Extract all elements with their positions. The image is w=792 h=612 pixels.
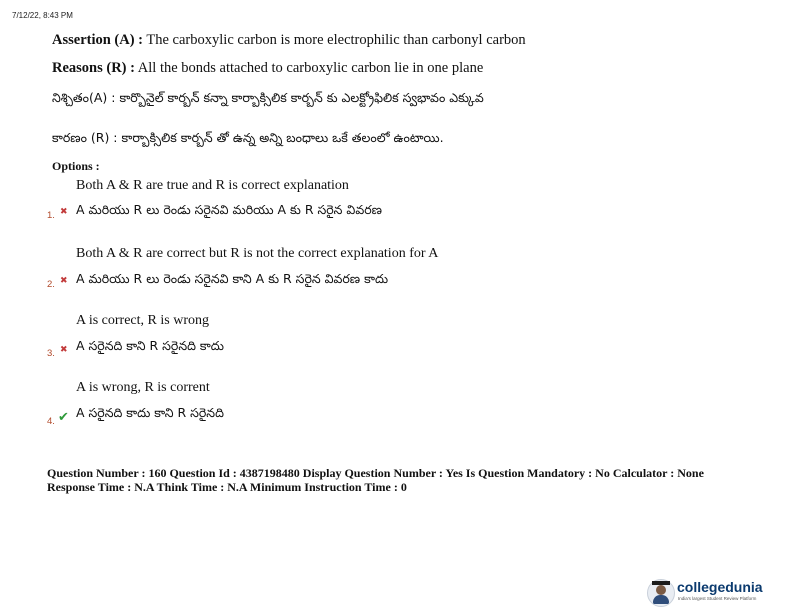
question-meta-line-1: Question Number : 160 Question Id : 4387198480 Display Question Number : Yes Is Question Mandatory : No Calculator : None (47, 466, 704, 480)
logo-tagline: India's largest Student Review Platform (678, 596, 757, 601)
assertion-text: The carboxylic carbon is more electrophilic than carbonyl carbon (146, 32, 526, 48)
timestamp: 7/12/22, 8:43 PM (12, 11, 73, 20)
option-1-english: Both A & R are true and R is correct explanation (76, 178, 349, 193)
cross-icon: ✖ (60, 276, 68, 286)
question-meta-line-2: Response Time : N.A Think Time : N.A Minimum Instruction Time : 0 (47, 480, 407, 494)
option-1-telugu: A మరియు R లు రెండు సరైనవి మరియు A కు R సరైన వివరణ (76, 202, 382, 217)
option-3-number: 3. (47, 348, 55, 359)
option-2-number: 2. (47, 279, 55, 290)
cross-icon: ✖ (60, 207, 68, 217)
option-4-number: 4. (47, 416, 55, 427)
option-1-number: 1. (47, 210, 55, 221)
logo-name: collegedunia (677, 579, 763, 595)
reasons-label: Reasons (R) : (52, 60, 135, 76)
option-4-english: A is wrong, R is corrent (76, 380, 210, 395)
collegedunia-logo (647, 577, 789, 607)
assertion-telugu: నిశ్చితం(A) : కార్బొనైల్ కార్బన్ కన్నా కార్బాక్సిలిక కార్బన్ కు ఎలక్ట్రోఫిలిక స్వభావం ఎక్కువ (52, 90, 484, 105)
assertion-line (52, 32, 526, 49)
option-3-telugu: A సరైనది కాని R సరైనది కాదు (76, 338, 224, 353)
options-label: Options : (52, 159, 100, 173)
reasons-telugu: కారణం (R) : కార్బాక్సిలిక కార్బన్ తో ఉన్న అన్ని బంధాలు ఒకే తలంలో ఉంటాయి. (52, 130, 444, 145)
cross-icon: ✖ (60, 345, 68, 355)
option-2-english: Both A & R are correct but R is not the correct explanation for A (76, 246, 439, 261)
student-avatar-icon (647, 579, 675, 607)
check-icon: ✔ (58, 410, 69, 425)
assertion-label: Assertion (A) : (52, 32, 144, 48)
option-3-english: A is correct, R is wrong (76, 313, 209, 328)
reasons-line (52, 60, 483, 77)
option-4-telugu: A సరైనది కాదు కాని R సరైనది (76, 405, 224, 420)
reasons-text: All the bonds attached to carboxylic carbon lie in one plane (137, 60, 484, 76)
option-2-telugu: A మరియు R లు రెండు సరైనవి కాని A కు R సరైన వివరణ కాదు (76, 271, 389, 286)
